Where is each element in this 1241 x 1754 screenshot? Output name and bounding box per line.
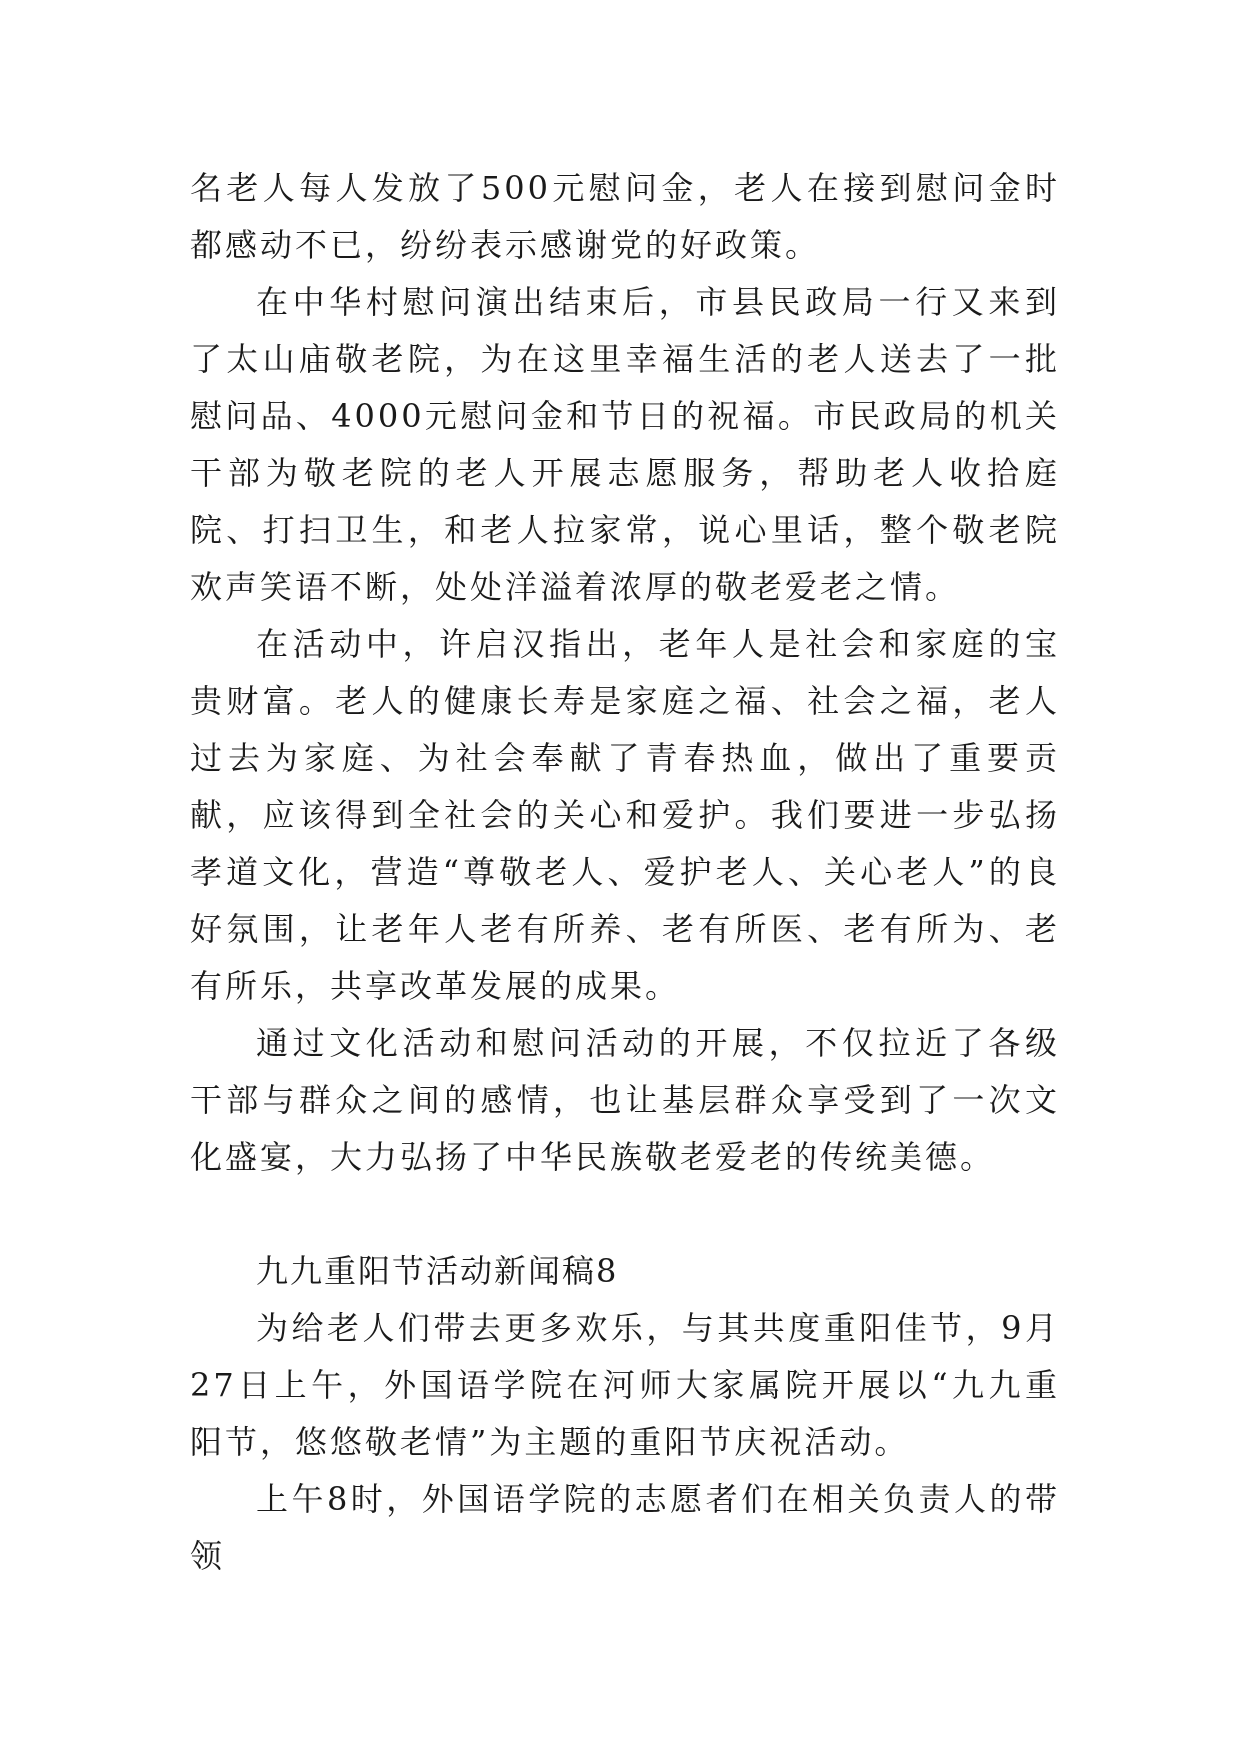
section-heading: 九九重阳节活动新闻稿8	[256, 1252, 619, 1290]
paragraph-event-intro: 为给老人们带去更多欢乐，与其共度重阳佳节，9月27日上午，外国语学院在河师大家属院开展以“九九重阳节，悠悠敬老情”为主题的重阳节庆祝活动。	[190, 1309, 1060, 1461]
paragraph-conclusion: 通过文化活动和慰问活动的开展，不仅拉近了各级干部与群众之间的感情，也让基层群众享受到了一次文化盛宴，大力弘扬了中华民族敬老爱老的传统美德。	[190, 1024, 1060, 1176]
section-spacer	[190, 1186, 1060, 1243]
paragraph-nursing-home-visit: 在中华村慰问演出结束后，市县民政局一行又来到了太山庙敬老院，为在这里幸福生活的老人送去了一批慰问品、4000元慰问金和节日的祝福。市民政局的机关干部为敬老院的老人开展志愿服务，帮助老人收拾庭院、打扫卫生，和老人拉家常，说心里话，整个敬老院欢声笑语不断，处处洋溢着浓厚的敬老爱老之情。	[190, 283, 1060, 606]
document-body	[190, 160, 1060, 1585]
paragraph-event-start: 上午8时，外国语学院的志愿者们在相关负责人的带领	[190, 1480, 1060, 1575]
paragraph-speech: 在活动中，许启汉指出，老年人是社会和家庭的宝贵财富。老人的健康长寿是家庭之福、社会之福，老人过去为家庭、为社会奉献了青春热血，做出了重要贡献，应该得到全社会的关心和爱护。我们要进一步弘扬孝道文化，营造“尊敬老人、爱护老人、关心老人”的良好氛围，让老年人老有所养、老有所医、老有所为、老有所乐，共享改革发展的成果。	[190, 625, 1060, 1005]
paragraph-continuation: 名老人每人发放了500元慰问金，老人在接到慰问金时都感动不已，纷纷表示感谢党的好政策。	[190, 169, 1060, 264]
